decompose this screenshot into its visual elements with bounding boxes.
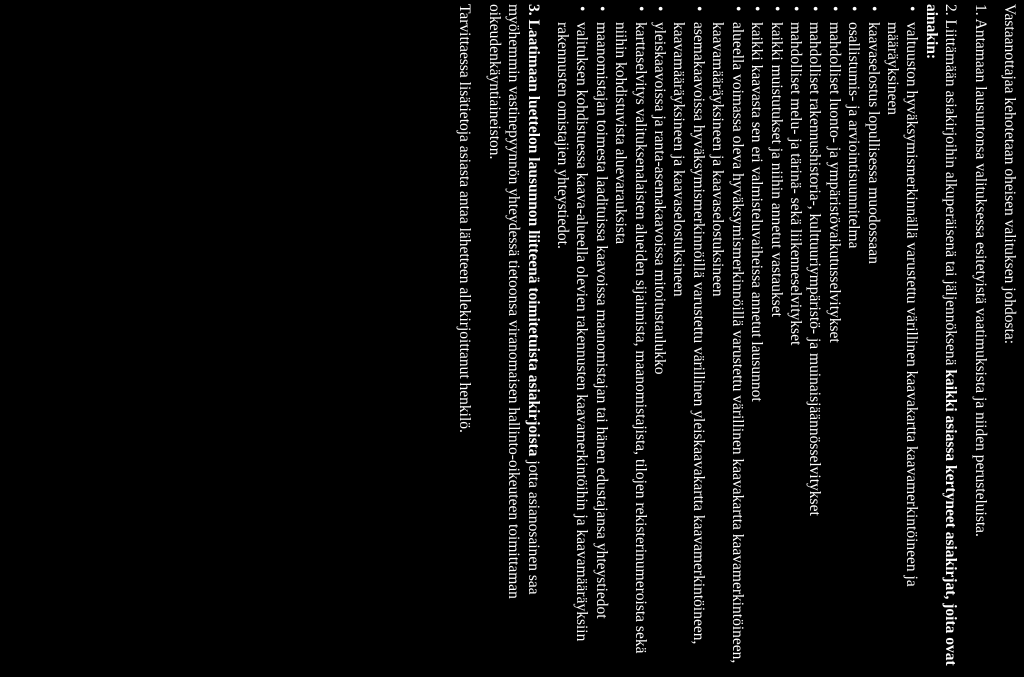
list-item: • valtuuston hyväksymismerkinnällä varustettu värillinen kaavakartta kaavamerkintöineen ja määräyksineen [883, 4, 922, 672]
list-item: • mahdolliset luonto- ja ympäristövaikutusselvitykset [824, 4, 843, 672]
instruction-3-text: jotta asianosainen saa myöhemmin vastinepyynnön yhteydessä tietoonsa viranomaisen hallinto-oikeuteen toimittaman oikeudenkäyntiaineiston. [485, 4, 542, 599]
instruction-3 [484, 4, 542, 672]
list-item: • mahdolliset rakennushistoria-, kulttuuriympäristö- ja muinaisjäännösselvitykset [805, 4, 824, 672]
list-item: • asemakaavoissa hyväksymismerkinnöillä varustettu värillinen yleiskaavakartta kaavamerkintöineen, kaavamääräyksineen ja kaavaselostuksineen [669, 4, 708, 672]
list-item: • kaikki kaavasta sen eri valmisteluvaiheissa annetut lausunnot [747, 4, 766, 672]
instruction-2 [921, 4, 960, 672]
instruction-3-bold: 3. Laatimaan luettelon lausunnon liitteenä toimitetuista asiakirjoista [524, 4, 542, 457]
list-item: • yleiskaavoissa ja ranta-asemakaavoissa mitoitustaulukko [650, 4, 669, 672]
list-item: • osallistumis- ja arviointisuunnitelma [844, 4, 863, 672]
list-item: • valituksen kohdistuessa kaava-alueella olevien rakennusten kaavamerkintöihin ja kaavamääräyksiin rakennusten omistajien yhteystiedot. [553, 4, 592, 672]
instruction-1: 1. Antamaan lausuntonsa valituksessa esitetyistä vaatimuksista ja niiden perusteluista. [971, 4, 989, 537]
list-item: • kaikki muistutukset ja niihin annetut vastaukset [766, 4, 785, 672]
list-item: • karttaselvitys valituksenalaisten alueiden sijainnista, maanomistajista, tilojen rekisterinumeroista sekä niihin kohdistuvista aluevarauksista [611, 4, 650, 672]
intro-paragraph: Vastaanottajaa kehotetaan oheisen valituksen johdosta: [1001, 4, 1018, 345]
list-item: • alueella voimassa oleva hyväksymismerkinnöillä varustettu värillinen kaavakartta kaavamerkintöineen, kaavamääräyksineen ja kaavaselostuksineen [708, 4, 747, 672]
instruction-2-bold: kaikki asiassa kertyneet asiakirjat, joita ovat ainakin: [922, 4, 960, 666]
list-item: • maanomistajan toimesta laadituissa kaavoissa maanomistajan tai hänen edustajansa yhteystiedot [591, 4, 610, 672]
list-item: • mahdolliset melu- ja tärinä- sekä liikenneselvitykset [786, 4, 805, 672]
document-body [455, 4, 1019, 672]
required-documents-list [553, 4, 922, 672]
instruction-2-text: 2. Liittämään asiakirjoihin alkuperäisenä tai jäljennöksenä [942, 4, 960, 370]
closing-note: Tarvittaessa lisätietoja asiasta antaa lähetteen allekirjoittanut henkilö. [456, 4, 474, 433]
list-item: • kaavaselostus lopullisessa muodossaan [863, 4, 882, 672]
